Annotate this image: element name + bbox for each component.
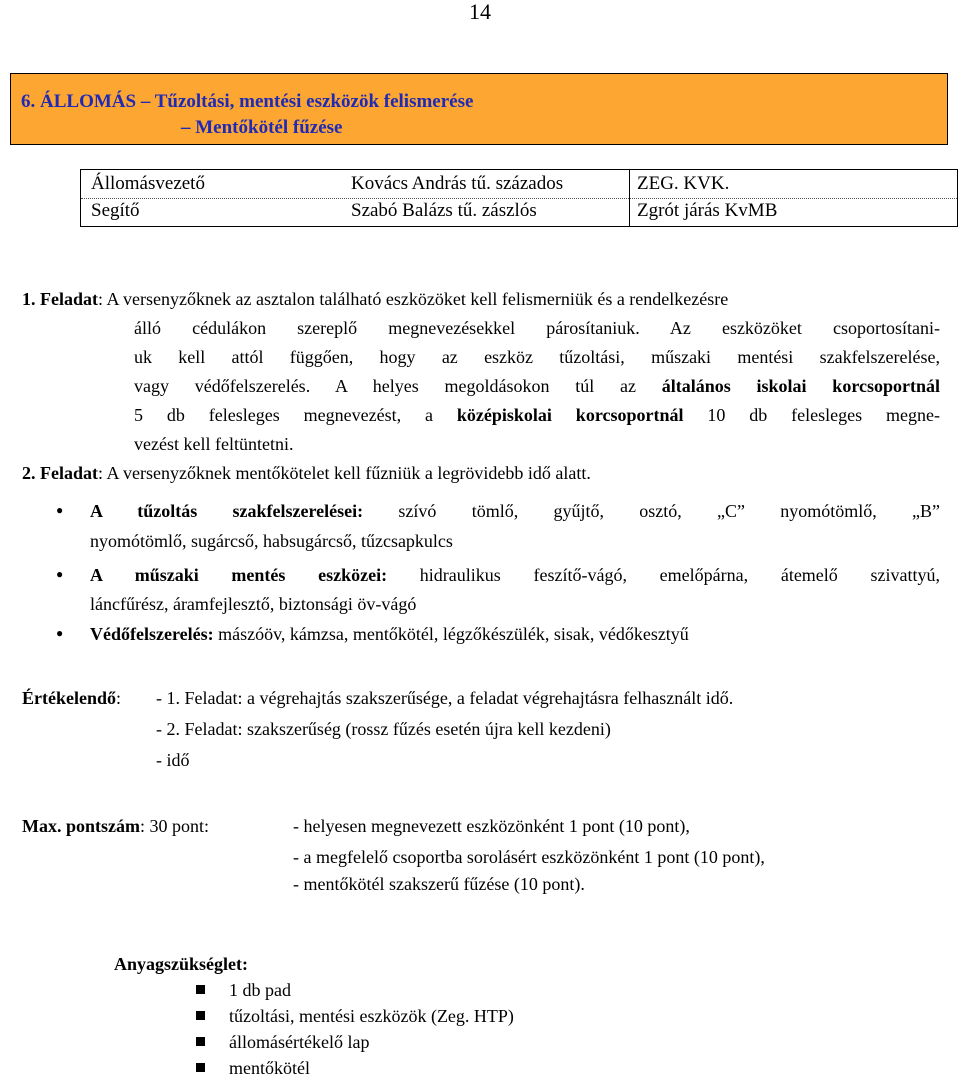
staff-unit: ZEG. KVK. <box>637 173 730 194</box>
secondary-school-group: középiskolai korcsoportnál <box>456 405 684 425</box>
task1-line5: 5 db felesleges megnevezést, a középiskolai korcsoportnál 10 db felesleges megne- <box>134 405 941 425</box>
square-bullet-icon <box>196 1037 205 1046</box>
bullet-firefighting-cont: nyomótömlő, sugárcső, habsugárcső, tűzcsapkulcs <box>90 531 453 551</box>
materials-item: állomásértékelő lap <box>229 1032 370 1052</box>
task2-text: : A versenyzőknek mentőkötelet kell fűzniük a legrövidebb idő alatt. <box>98 463 591 483</box>
max-points-item: - helyesen megnevezett eszközönként 1 pont (10 pont), <box>293 816 690 836</box>
task1-label: 1. Feladat <box>22 289 98 309</box>
staff-name: Szabó Balázs tű. zászlós <box>351 200 537 221</box>
bullet-technical-rescue: A műszaki mentés eszközei: hidraulikus feszítő-vágó, emelőpárna, átemelő szivattyú, <box>90 565 940 585</box>
task1-line6: vezést kell feltüntetni. <box>134 434 294 454</box>
task1-line2: álló cédulákon szereplő megnevezésekkel párosítaniuk. Az eszközöket csoportosítani- <box>134 318 940 338</box>
staff-row <box>81 170 957 199</box>
max-points-item: - mentőkötél szakszerű fűzése (10 pont). <box>293 874 585 894</box>
staff-name: Kovács András tű. százados <box>351 173 564 194</box>
staff-role: Állomásvezető <box>91 173 205 194</box>
page-number: 14 <box>469 0 491 24</box>
materials-item: 1 db pad <box>229 980 291 1000</box>
staff-unit: Zgrót járás KvMB <box>637 200 778 221</box>
bullet-technical-rescue-cont: láncfűrész, áramfejlesztő, biztonsági öv-vágó <box>90 594 417 614</box>
bullet-icon: ● <box>56 626 64 640</box>
evaluation-item: - 1. Feladat: a végrehajtás szakszerűsége, a feladat végrehajtásra felhasznált idő. <box>156 688 734 708</box>
square-bullet-icon <box>196 1063 205 1072</box>
task1-line1 <box>22 285 940 314</box>
bullet-firefighting: A tűzoltás szakfelszerelései: szívó tömlő, gyűjtő, osztó, „C” nyomótömlő, „B” <box>90 501 941 521</box>
square-bullet-icon <box>196 1011 205 1020</box>
task1-text: : A versenyzőknek az asztalon található eszközöket kell felismerniük és a rendelkezésre <box>98 289 729 309</box>
staff-row <box>81 198 957 226</box>
task1-line3: uk kell attól függően, hogy az eszköz tűzoltási, műszaki mentési szakfelszerelése, <box>134 347 940 367</box>
bullet-icon: ● <box>56 567 64 581</box>
materials-title: Anyagszükséglet: <box>114 954 248 974</box>
station-subtitle: – Mentőkötél fűzése <box>181 117 343 138</box>
materials-item: mentőkötél <box>229 1058 310 1078</box>
square-bullet-icon <box>196 985 205 994</box>
evaluation-label: Értékelendő: <box>22 688 122 708</box>
station-title: 6. ÁLLOMÁS – Tűzoltási, mentési eszközök felismerése <box>21 91 474 112</box>
station-header <box>10 73 948 145</box>
primary-school-group: általános iskolai korcsoportnál <box>661 376 940 396</box>
bullet-protective: Védőfelszerelés: mászóöv, kámzsa, mentőkötél, légzőkészülék, sisak, védőkesztyű <box>90 624 689 644</box>
task1-line4: vagy védőfelszerelés. A helyes megoldásokon túl az általános iskolai korcsoportnál <box>134 376 940 396</box>
staff-table <box>80 169 958 227</box>
materials-item: tűzoltási, mentési eszközök (Zeg. HTP) <box>229 1006 514 1026</box>
task2-label: 2. Feladat <box>22 463 98 483</box>
max-points-item: - a megfelelő csoportba sorolásért eszközönként 1 pont (10 pont), <box>293 847 765 867</box>
evaluation-item: - idő <box>156 750 190 770</box>
max-points-label: Max. pontszám: 30 pont: <box>22 816 210 836</box>
table-divider <box>629 170 630 226</box>
evaluation-item: - 2. Feladat: szakszerűség (rossz fűzés esetén újra kell kezdeni) <box>156 719 611 739</box>
task2 <box>22 459 940 488</box>
staff-role: Segítő <box>91 200 140 221</box>
bullet-icon: ● <box>56 503 64 517</box>
